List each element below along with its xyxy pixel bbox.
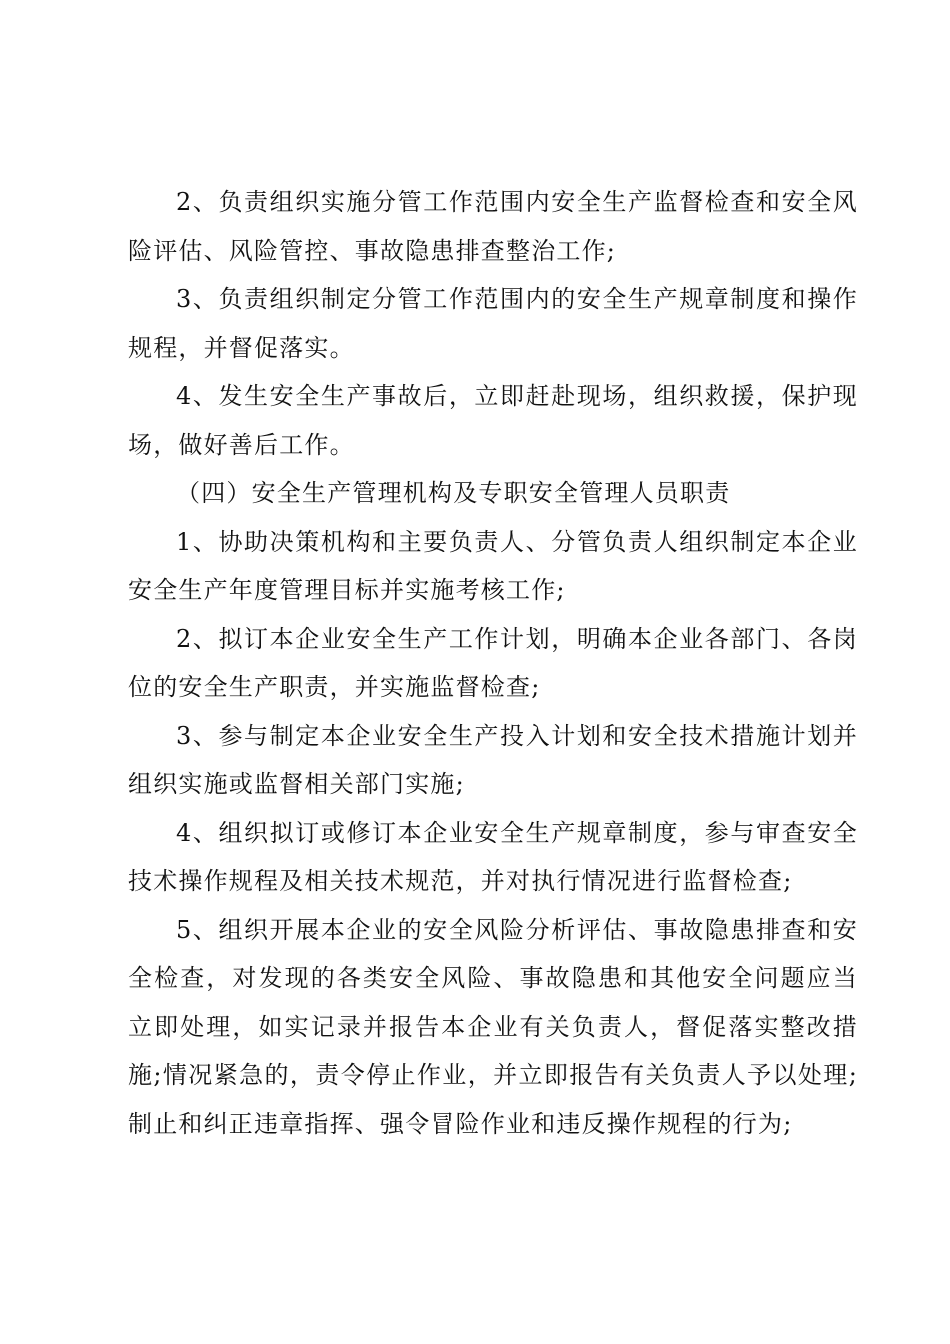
paragraph-duty-5: 5、组织开展本企业的安全风险分析评估、事故隐患排查和安全检查，对发现的各类安全风险、事故隐患和其他安全问题应当立即处理，如实记录并报告本企业有关负责人，督促落实整改措施;情况紧急的，责令停止作业，并立即报告有关负责人予以处理; 制止和纠正违章指挥、强令冒险作业和违反操作规程的行为;	[128, 915, 867, 1138]
document-body	[128, 178, 867, 1148]
paragraph-duty-1: 1、协助决策机构和主要负责人、分管负责人组织制定本企业安全生产年度管理目标并实施考核工作;	[128, 527, 858, 604]
paragraph-item-2-responsibility: 2、负责组织实施分管工作范围内安全生产监督检查和安全风险评估、风险管控、事故隐患排查整治工作;	[128, 188, 858, 265]
paragraph-item-3-responsibility: 3、负责组织制定分管工作范围内的安全生产规章制度和操作规程，并督促落实。	[128, 285, 858, 362]
section-heading: （四）安全生产管理机构及专职安全管理人员职责	[176, 479, 731, 507]
paragraph-duty-4: 4、组织拟订或修订本企业安全生产规章制度，参与审查安全技术操作规程及相关技术规范，并对执行情况进行监督检查;	[128, 818, 858, 895]
paragraph-item-4-responsibility: 4、发生安全生产事故后，立即赶赴现场，组织救援，保护现场，做好善后工作。	[128, 382, 858, 459]
paragraph-duty-3: 3、参与制定本企业安全生产投入计划和安全技术措施计划并组织实施或监督相关部门实施;	[128, 721, 858, 798]
paragraph-duty-2: 2、拟订本企业安全生产工作计划，明确本企业各部门、各岗位的安全生产职责，并实施监督检查;	[128, 624, 858, 701]
